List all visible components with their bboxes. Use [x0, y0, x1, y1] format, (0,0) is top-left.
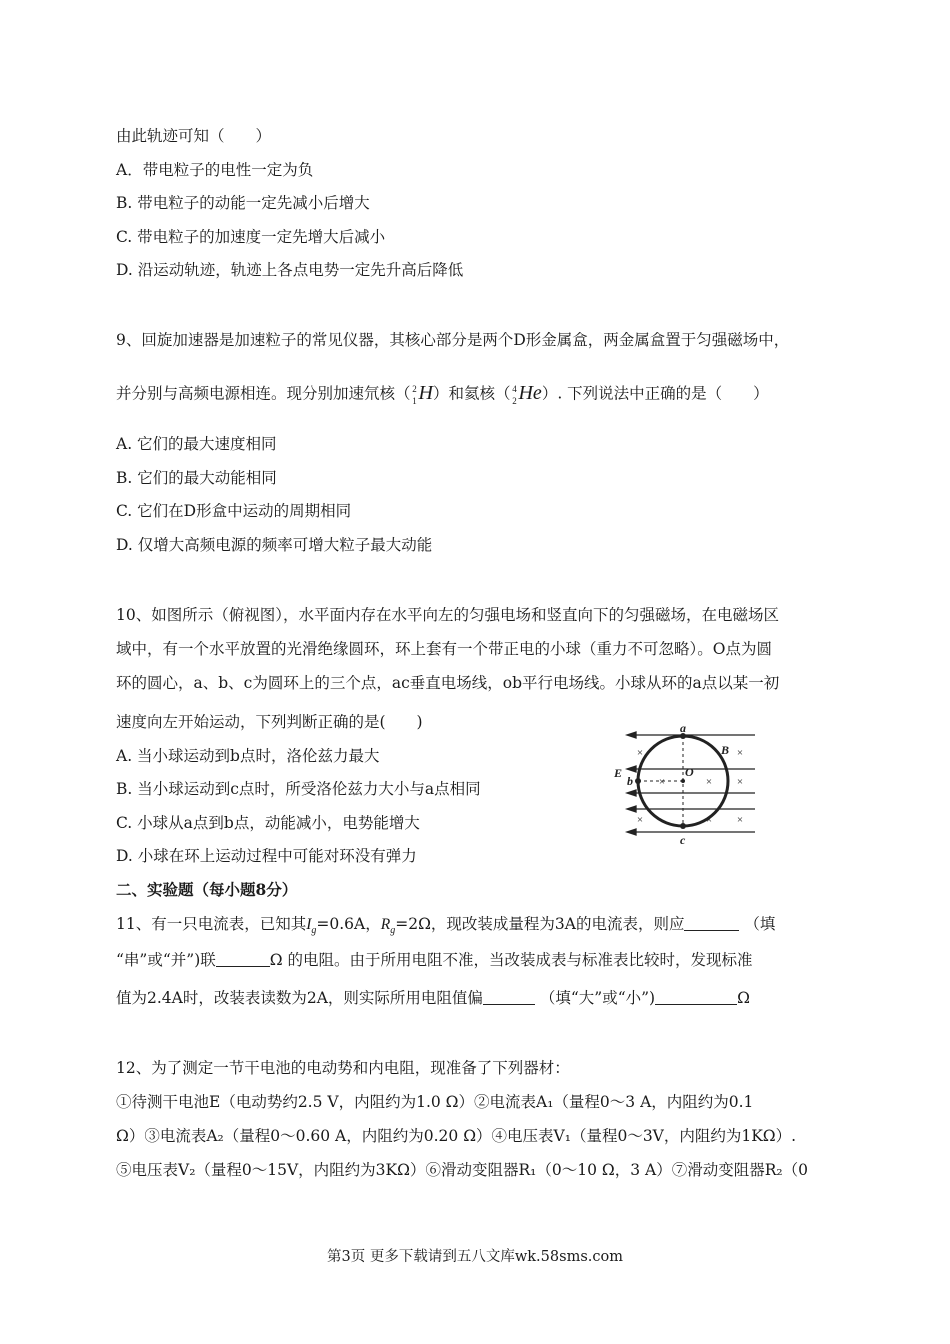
blank-actual-resistance[interactable] — [655, 990, 737, 1005]
cross-2: × — [736, 747, 744, 759]
cross-8: × — [736, 814, 744, 826]
q10-stem-line1: 10、如图所示（俯视图），水平面内存在水平向左的匀强电场和竖直向下的匀强磁场，在电磁场区 — [116, 606, 779, 624]
label-a: a — [680, 722, 686, 735]
cross-5: × — [736, 776, 744, 788]
field-arrow-2 — [627, 766, 636, 772]
field-arrow-1 — [627, 732, 636, 738]
label-b: b — [627, 774, 633, 788]
q10-stem-line3: 环的圆心，a、b、c为圆环上的三个点，ac垂直电场线，ob平行电场线。小球从环的a点以某一初 — [116, 674, 780, 692]
page-footer: 第3页 更多下载请到五八文库wk.58sms.com — [327, 1249, 623, 1265]
point-o-dot — [681, 779, 685, 783]
cross-7: × — [705, 814, 713, 826]
field-arrow-5 — [627, 829, 636, 835]
q12-line2: ①待测干电池E（电动势约2.5 V，内阻约为1.0 Ω）②电流表A₁（量程0～3 A，内阻约为0.1 — [116, 1093, 754, 1111]
label-E: E — [614, 766, 623, 780]
cross-3: × — [658, 776, 666, 788]
q9-stem-line1: 9、回旋加速器是加速粒子的常见仪器，其核心部分是两个D形金属盒，两金属盒置于匀强磁场中， — [116, 331, 790, 349]
q9-option-d: D. 仅增大高频电源的频率可增大粒子最大动能 — [116, 536, 433, 554]
q10-stem-line2: 域中，有一个水平放置的光滑绝缘圆环，环上套有一个带正电的小球（重力不可忽略）。O点为圆 — [116, 640, 772, 658]
q10-option-c: C. 小球从a点到b点，动能减小，电势能增大 — [116, 814, 420, 832]
q8-option-d: D. 沿运动轨迹，轨迹上各点电势一定先升高后降低 — [116, 261, 464, 279]
q9-option-b: B. 它们的最大动能相同 — [116, 469, 277, 487]
q9-option-a: A. 它们的最大速度相同 — [116, 435, 277, 453]
q12-line1: 12、为了测定一节干电池的电动势和内电阻，现准备了下列器材： — [116, 1059, 570, 1077]
q11-line2: “串”或“并”)联 Ω 的电阻。由于所用电阻不准，当改装成表与标准表比较时，发现标准 — [116, 951, 753, 969]
q10-option-a: A. 当小球运动到b点时，洛伦兹力最大 — [116, 747, 380, 765]
q9-option-c: C. 它们在D形盒中运动的周期相同 — [116, 502, 352, 520]
q8-option-b: B. 带电粒子的动能一定先减小后增大 — [116, 194, 370, 212]
q12-line3: Ω）③电流表A₂（量程0～0.60 A，内阻约为0.20 Ω）④电压表V₁（量程0～3V，内阻约为1KΩ）. — [116, 1127, 797, 1145]
point-c-dot — [680, 823, 686, 829]
field-arrow-3 — [627, 790, 636, 796]
point-b-dot — [635, 778, 641, 784]
blank-bias[interactable] — [483, 990, 535, 1005]
q8-option-a: A．带电粒子的电性一定为负 — [116, 161, 314, 179]
q10-field-diagram — [605, 722, 765, 847]
q9-stem-line2: 并分别与高频电源相连。现分别加速氘核（ 2 1H）和氦核（ 4 2He）. 下列说法中正确的是（ ） — [116, 381, 769, 406]
q10-option-d: D. 小球在环上运动过程中可能对环没有弹力 — [116, 847, 417, 865]
field-arrow-4 — [627, 806, 636, 812]
deuteron-nuclide: 2 1H — [412, 381, 433, 406]
blank-connection[interactable] — [684, 916, 739, 931]
blank-resistance[interactable] — [216, 952, 270, 967]
helium-nuclide: 4 2He — [512, 381, 542, 406]
q8-option-c: C. 带电粒子的加速度一定先增大后减小 — [116, 228, 386, 246]
q12-line4: ⑤电压表V₂（量程0～15V，内阻约为3KΩ）⑥滑动变阻器R₁（0～10 Ω，3 A）⑦滑动变阻器R₂（0 — [116, 1161, 808, 1179]
cross-6: × — [636, 814, 644, 826]
label-c: c — [680, 833, 686, 847]
q10-stem-line4: 速度向左开始运动，下列判断正确的是( ) — [116, 713, 423, 731]
label-B: B — [721, 743, 730, 757]
section-2-title: 二、实验题（每小题8分） — [116, 880, 298, 899]
cross-4: × — [705, 776, 713, 788]
q8-stem: 由此轨迹可知（ ） — [116, 127, 272, 145]
q10-option-b: B. 当小球运动到c点时，所受洛伦兹力大小与a点相同 — [116, 780, 481, 798]
label-O: O — [685, 765, 694, 779]
cross-1: × — [636, 747, 644, 759]
q11-line3: 值为2.4A时，改装表读数为2A，则实际所用电阻值偏 （填“大”或“小”) Ω — [116, 989, 750, 1007]
q11-line1: 11、有一只电流表，已知其$I_g=0.6A$，$R_g=2\Omega$，现改装成量程为3A的电流表，则应 （填 — [116, 915, 776, 937]
